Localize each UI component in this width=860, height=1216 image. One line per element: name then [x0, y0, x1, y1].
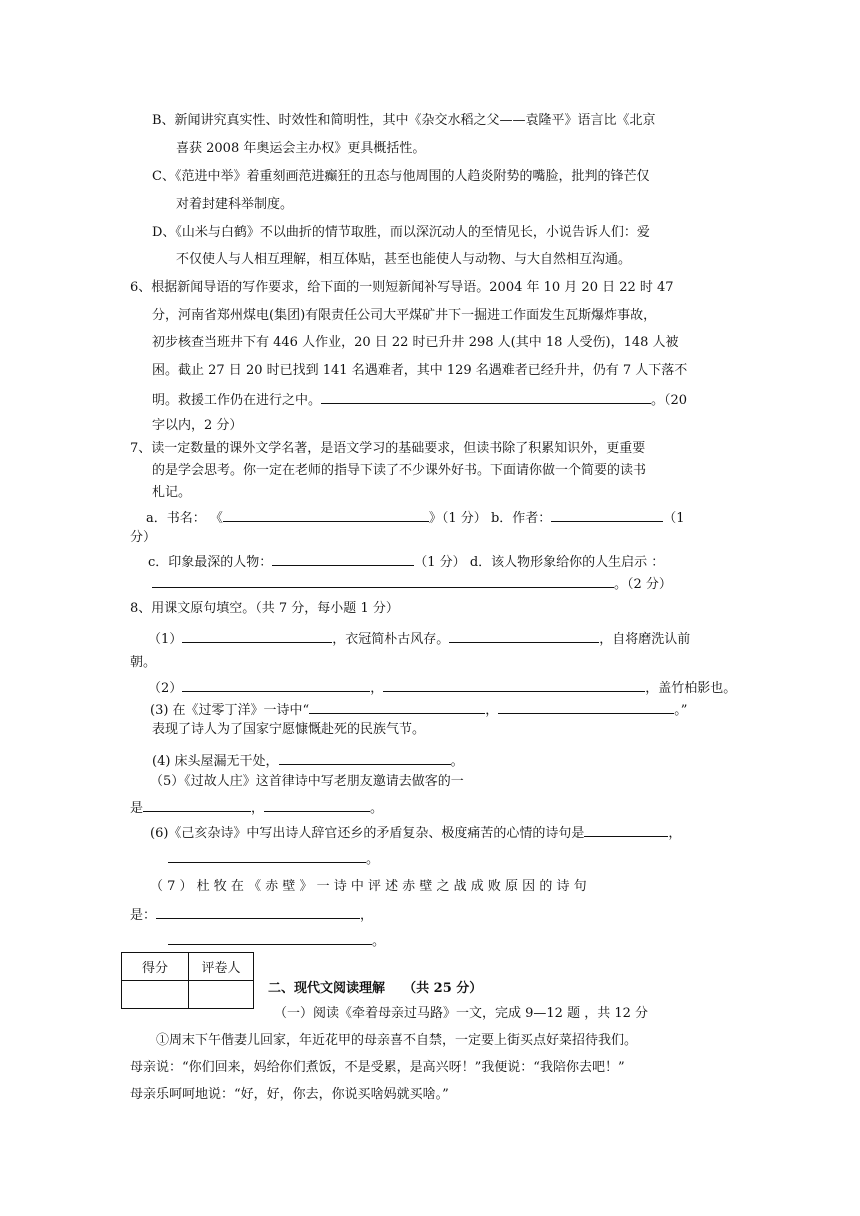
grader-cell[interactable] [189, 981, 254, 1009]
q6-line5 [152, 389, 687, 410]
q7-line-c [148, 551, 664, 572]
section2-heading [268, 980, 482, 998]
option-c-line1: C、《范进中举》着重刻画范进癫狂的丑态与他周围的人趋炎附势的嘴脸，批判的锋芒仅 [152, 169, 650, 184]
q7-line3: 札记。 [152, 485, 192, 500]
option-b-line2: 喜获 2008 年奥运会主办权》更具概括性。 [176, 141, 426, 156]
q8-s2-end: ，盖竹柏影也。 [645, 681, 737, 696]
q8-s1-mid: ，衣冠简朴古风存。 [332, 632, 450, 647]
section2-points: （共 25 分） [403, 981, 483, 996]
q7-a-after: 》（1 分） [428, 511, 487, 526]
q8-s2-num: （2） [148, 681, 183, 696]
q8-s1-cont: 朝。 [130, 655, 157, 670]
q8-s2-blank-a[interactable] [182, 677, 370, 692]
passage-line3: 母亲乐呵呵地说：“好，好，你去，你说买啥妈就买啥。” [130, 1087, 449, 1102]
q8-title: 8、用课文原句填空。（共 7 分，每小题 1 分） [130, 601, 399, 616]
q7-a-label: a．书名： 《 [146, 511, 223, 526]
score-cell[interactable] [122, 981, 189, 1009]
q7-character-blank[interactable] [272, 551, 414, 566]
q8-s6-blank-b[interactable] [168, 848, 366, 863]
q8-s5-end: 。 [370, 801, 384, 816]
q6-text: 明。救援工作仍在进行之中。 [152, 393, 322, 408]
q7-c-label: c．印象最深的人物： [148, 555, 273, 570]
q8-s7: （ 7 ） 杜 牧 在 《 赤 壁 》 一 诗 中 评 述 赤 壁 之 战 成 败 原 因 的 诗 句 [150, 879, 587, 894]
q8-s4-end: 。 [450, 754, 464, 769]
q7-author-blank[interactable] [551, 507, 663, 522]
q8-s4-blank[interactable] [279, 750, 451, 765]
passage-line2: 母亲说：“你们回来，妈给你们煮饭，不是受累，是高兴呀！”我便说：“我陪你去吧！” [130, 1060, 625, 1075]
q8-s2-blank-b[interactable] [383, 677, 645, 692]
q8-s6-end: 。 [366, 852, 380, 867]
q6-line4: 困。截止 27 日 20 时已找到 141 名遇难者，其中 129 名遇难者已经升井，仍有 7 人下落不 [152, 363, 688, 378]
q8-s6-cont [168, 848, 379, 869]
q8-s5-sep: ， [251, 801, 265, 816]
q8-s7-blank-b[interactable] [168, 930, 372, 945]
q6-points: 。（20 [651, 393, 688, 408]
q8-s7-end: 。 [372, 934, 386, 949]
q6-line1: 6、根据新闻导语的写作要求，给下面的一则短新闻补写导语。2004 年 10 月 20 日 22 时 47 [130, 280, 674, 295]
score-table [121, 952, 254, 1009]
q8-s5-cont [130, 797, 383, 818]
q7-line-d [152, 573, 672, 594]
q7-line2: 的是学会思考。你一定在老师的指导下读了不少课外好书。下面请你做一个简要的读书 [152, 463, 647, 478]
q8-s6-text: (6)《己亥杂诗》中写出诗人辞官还乡的矛盾复杂、极度痛苦的心情的诗句是 [150, 826, 585, 841]
q8-s7-blank-a[interactable] [156, 904, 360, 919]
q8-s3-end: 。” [674, 703, 688, 718]
q8-s6-blank-a[interactable] [584, 822, 668, 837]
q8-s7-cont [130, 904, 373, 925]
section2-subtitle: （一）阅读《牵着母亲过马路》一文，完成 9—12 题 ，共 12 分 [274, 1006, 649, 1021]
option-c-line2: 对着封建科举制度。 [176, 197, 294, 212]
q7-b-after: （1 [663, 511, 685, 526]
score-header: 得分 [122, 953, 189, 981]
q8-s7-cont2 [168, 930, 385, 951]
grader-header: 评卷人 [189, 953, 254, 981]
q7-inspiration-blank[interactable] [152, 573, 614, 588]
q8-s3-text: (3) 在《过零丁洋》一诗中“ [150, 703, 310, 718]
q6-answer-blank[interactable] [321, 389, 651, 404]
q8-s1-blank-b[interactable] [449, 628, 599, 643]
q8-s4-text: (4) 床头屋漏无干处， [152, 754, 279, 769]
q7-book-title-blank[interactable] [223, 507, 429, 522]
q8-s3-blank-a[interactable] [309, 699, 485, 714]
q8-s5-blank-b[interactable] [264, 797, 370, 812]
q7-line1: 7、读一定数量的课外文学名著，是语文学习的基础要求，但读书除了积累知识外，更重要 [130, 441, 646, 456]
q7-b-label: b．作者： [490, 511, 552, 526]
q8-s1 [148, 628, 690, 649]
q8-s4 [152, 750, 464, 771]
q8-s1-num: （1） [148, 632, 183, 647]
q6-line3: 初步核查当班井下有 446 人作业，20 日 22 时已升井 298 人(其中 18 人受伤)，148 人被 [152, 335, 679, 350]
option-d-line1: D、《山米与白鹤》不以曲折的情节取胜，而以深沉动人的至情见长，小说告诉人们：爱 [152, 225, 650, 240]
q7-c-after: （1 分） [414, 555, 466, 570]
q8-s3-sep: ， [485, 703, 499, 718]
q8-s3-cont: 表现了诗人为了国家宁愿慷慨赴死的民族气节。 [152, 722, 426, 737]
q6-line2: 分，河南省郑州煤电(集团)有限责任公司大平煤矿井下一掘进工作面发生瓦斯爆炸事故， [152, 308, 657, 323]
q8-s2-sep: ， [370, 681, 384, 696]
q8-s1-blank-a[interactable] [182, 628, 332, 643]
q8-s7-cont-text: 是： [130, 908, 157, 923]
option-b-line1: B、新闻讲究真实性、时效性和简明性，其中《杂交水稻之父——袁隆平》语言比《北京 [152, 113, 656, 128]
q6-line6: 字以内，2 分） [152, 418, 243, 433]
q7-d-label: d．该人物形象给你的人生启示 ： [469, 555, 665, 570]
q8-s2 [148, 677, 736, 698]
section2-title: 二、现代文阅读理解 [268, 981, 386, 996]
q8-s5: （5）《过故人庄》这首律诗中写老朋友邀请去做客的一 [150, 774, 464, 789]
q8-s6-sep: ， [668, 826, 682, 841]
q8-s1-end: ，自将磨洗认前 [599, 632, 691, 647]
q8-s3-blank-b[interactable] [498, 699, 674, 714]
q7-d-after: 。（2 分） [614, 577, 672, 592]
option-d-line2: 不仅使人与人相互理解，相互体贴，甚至也能使人与动物、与大自然相互沟通。 [176, 252, 632, 267]
q8-s3 [150, 699, 687, 720]
q8-s5-cont-text: 是 [130, 801, 144, 816]
passage-line1: ①周末下午偕妻儿回家，年近花甲的母亲喜不自禁，一定要上街买点好菜招待我们。 [156, 1033, 638, 1048]
q7-line5: 分） [130, 530, 157, 545]
q8-s6 [150, 822, 681, 843]
q7-line-a [146, 507, 685, 528]
q8-s7-sep: ， [360, 908, 374, 923]
q8-s5-blank-a[interactable] [143, 797, 251, 812]
